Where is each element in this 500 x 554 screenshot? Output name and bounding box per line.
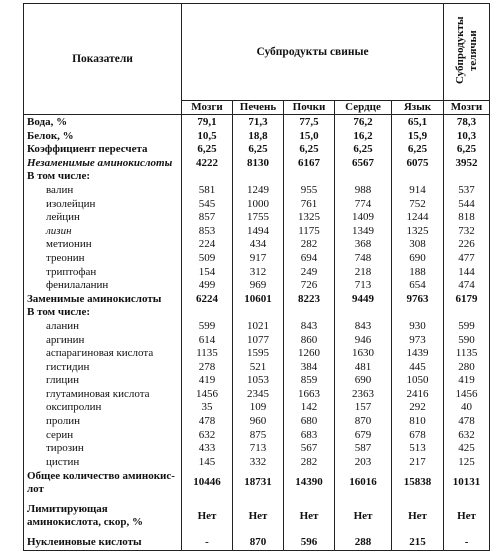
table-cell: 157 (335, 401, 392, 415)
table-cell: 843 (284, 320, 335, 334)
column-header: Мозги (182, 101, 233, 115)
row-label: Коэффициент пересчета (24, 143, 182, 157)
table-cell: 1053 (233, 374, 284, 388)
table-row (24, 415, 490, 429)
table-row (24, 198, 490, 212)
table-row (24, 130, 490, 144)
table-cell: 6179 (444, 293, 490, 307)
table-cell: 2363 (335, 388, 392, 402)
table-cell: 249 (284, 266, 335, 280)
table-row (24, 238, 490, 252)
table-cell (335, 170, 392, 184)
column-header: Почки (284, 101, 335, 115)
table-cell: 632 (444, 429, 490, 443)
table-cell: 278 (182, 361, 233, 375)
table-row (24, 442, 490, 456)
veal-offal-group-header: Субпродукты телячьи (444, 4, 490, 101)
table-cell: 713 (233, 442, 284, 456)
table-cell: 860 (284, 334, 335, 348)
table-cell: 312 (233, 266, 284, 280)
table-cell: 946 (335, 334, 392, 348)
table-cell: 332 (233, 456, 284, 470)
table-row (24, 115, 490, 130)
table-cell: 481 (335, 361, 392, 375)
column-header: Мозги (444, 101, 490, 115)
table-cell: Нет (284, 496, 335, 536)
table-cell: 16016 (335, 469, 392, 496)
table-row (24, 211, 490, 225)
table-cell: 6167 (284, 157, 335, 171)
table-row (24, 184, 490, 198)
table-cell: Нет (444, 496, 490, 536)
table-cell: 10,5 (182, 130, 233, 144)
table-cell: 654 (392, 279, 444, 293)
table-cell (233, 170, 284, 184)
table-cell: 1175 (284, 225, 335, 239)
table-cell: 1409 (335, 211, 392, 225)
table-cell: 870 (335, 415, 392, 429)
table-cell: 4222 (182, 157, 233, 171)
table-cell: 713 (335, 279, 392, 293)
table-cell: 292 (392, 401, 444, 415)
table-cell: 368 (335, 238, 392, 252)
table-cell: Нет (182, 496, 233, 536)
table-cell: 3952 (444, 157, 490, 171)
table-cell: 77,5 (284, 115, 335, 130)
table-cell: 10601 (233, 293, 284, 307)
table-cell: 8130 (233, 157, 284, 171)
row-label: серин (24, 429, 182, 443)
table-cell (392, 170, 444, 184)
table-cell: 6075 (392, 157, 444, 171)
row-label: лейцин (24, 211, 182, 225)
table-cell: 78,3 (444, 115, 490, 130)
table-cell: - (444, 536, 490, 550)
table-cell: 308 (392, 238, 444, 252)
table-row (24, 374, 490, 388)
table-cell (182, 170, 233, 184)
table-row (24, 401, 490, 415)
table-cell: 537 (444, 184, 490, 198)
table-cell: 544 (444, 198, 490, 212)
table-cell (284, 306, 335, 320)
table-cell: 857 (182, 211, 233, 225)
table-cell: 10446 (182, 469, 233, 496)
row-label: глутаминовая кислота (24, 388, 182, 402)
table-cell: 2416 (392, 388, 444, 402)
row-label: метионин (24, 238, 182, 252)
table-cell: 930 (392, 320, 444, 334)
table-cell: 154 (182, 266, 233, 280)
table-body (24, 115, 490, 551)
table-cell: 732 (444, 225, 490, 239)
table-cell: 1244 (392, 211, 444, 225)
table-cell (444, 306, 490, 320)
table-cell: 203 (335, 456, 392, 470)
table-cell: 988 (335, 184, 392, 198)
table-row (24, 429, 490, 443)
table-cell: 1249 (233, 184, 284, 198)
table-row (24, 496, 490, 536)
table-row (24, 334, 490, 348)
table-cell: 433 (182, 442, 233, 456)
row-label: В том числе: (24, 170, 182, 184)
table-cell: 125 (444, 456, 490, 470)
table-cell: 1325 (392, 225, 444, 239)
table-cell: 15,0 (284, 130, 335, 144)
table-cell: 142 (284, 401, 335, 415)
table-cell: 217 (392, 456, 444, 470)
table-cell: 478 (182, 415, 233, 429)
table-cell: 79,1 (182, 115, 233, 130)
table-cell: 875 (233, 429, 284, 443)
table-cell: 680 (284, 415, 335, 429)
table-cell: 545 (182, 198, 233, 212)
table-cell: 10,3 (444, 130, 490, 144)
table-cell: 690 (335, 374, 392, 388)
table-row (24, 388, 490, 402)
table-cell: 9763 (392, 293, 444, 307)
table-cell: 1021 (233, 320, 284, 334)
table-cell: 960 (233, 415, 284, 429)
table-cell: 145 (182, 456, 233, 470)
row-label: цистин (24, 456, 182, 470)
table-row (24, 320, 490, 334)
row-label: Незаменимые аминокислоты (24, 157, 182, 171)
table-cell: 109 (233, 401, 284, 415)
table-cell: 419 (444, 374, 490, 388)
table-cell: 6,25 (444, 143, 490, 157)
table-cell (233, 306, 284, 320)
table-cell: 853 (182, 225, 233, 239)
row-label: аланин (24, 320, 182, 334)
table-cell: 10131 (444, 469, 490, 496)
table-row (24, 157, 490, 171)
table-cell: 188 (392, 266, 444, 280)
table-cell: 6,25 (233, 143, 284, 157)
table-cell (182, 306, 233, 320)
column-header: Сердце (335, 101, 392, 115)
table-cell: 599 (182, 320, 233, 334)
table-cell: 499 (182, 279, 233, 293)
table-cell: 215 (392, 536, 444, 550)
table-row (24, 225, 490, 239)
table-cell (444, 170, 490, 184)
table-cell: 810 (392, 415, 444, 429)
row-label: аспарагиновая кислота (24, 347, 182, 361)
table-cell: Нет (233, 496, 284, 536)
row-label: аргинин (24, 334, 182, 348)
table-cell: 752 (392, 198, 444, 212)
table-cell: 973 (392, 334, 444, 348)
table-cell: 774 (335, 198, 392, 212)
row-label: Нуклеиновые кислоты (24, 536, 182, 550)
row-label: Лимитирующая аминокислота, скор, % (24, 496, 182, 536)
table-row (24, 252, 490, 266)
table-cell: 843 (335, 320, 392, 334)
row-label: Заменимые аминокислоты (24, 293, 182, 307)
table-row (24, 347, 490, 361)
table-cell: 6,25 (284, 143, 335, 157)
table-cell: 581 (182, 184, 233, 198)
table-cell: 1630 (335, 347, 392, 361)
table-row (24, 469, 490, 496)
table-cell: 1050 (392, 374, 444, 388)
table-cell (335, 306, 392, 320)
table-cell: 694 (284, 252, 335, 266)
table-cell: 218 (335, 266, 392, 280)
table-cell: 288 (335, 536, 392, 550)
table-cell: 1663 (284, 388, 335, 402)
table-cell: 224 (182, 238, 233, 252)
table-cell: 1456 (182, 388, 233, 402)
table-cell: 15838 (392, 469, 444, 496)
table-cell: 683 (284, 429, 335, 443)
table-cell: 859 (284, 374, 335, 388)
table-cell: 425 (444, 442, 490, 456)
table-row (24, 306, 490, 320)
table-cell: 14390 (284, 469, 335, 496)
table-cell: 9449 (335, 293, 392, 307)
table-cell: 590 (444, 334, 490, 348)
indicator-header: Показатели (24, 4, 182, 115)
table-cell: 614 (182, 334, 233, 348)
table-cell: 71,3 (233, 115, 284, 130)
amino-acid-table (23, 3, 490, 551)
table-cell: 434 (233, 238, 284, 252)
table-cell: 445 (392, 361, 444, 375)
table-cell: 690 (392, 252, 444, 266)
table-cell: 870 (233, 536, 284, 550)
table-cell: 15,9 (392, 130, 444, 144)
table-cell: Нет (335, 496, 392, 536)
table-cell: 16,2 (335, 130, 392, 144)
table-cell: 76,2 (335, 115, 392, 130)
row-label: фенилаланин (24, 279, 182, 293)
table-cell: 818 (444, 211, 490, 225)
table-cell: 2345 (233, 388, 284, 402)
row-label: Белок, % (24, 130, 182, 144)
row-label: тирозин (24, 442, 182, 456)
table-cell: 1456 (444, 388, 490, 402)
table-cell: 6567 (335, 157, 392, 171)
table-cell: 1595 (233, 347, 284, 361)
table-cell: 478 (444, 415, 490, 429)
table-cell: 509 (182, 252, 233, 266)
table-cell: 1000 (233, 198, 284, 212)
table-cell: 587 (335, 442, 392, 456)
table-cell: 282 (284, 238, 335, 252)
table-cell: 144 (444, 266, 490, 280)
table-cell: 761 (284, 198, 335, 212)
table-cell: - (182, 536, 233, 550)
table-row (24, 361, 490, 375)
row-label: оксипролин (24, 401, 182, 415)
table-cell: 917 (233, 252, 284, 266)
column-header: Язык (392, 101, 444, 115)
table-cell: 6,25 (335, 143, 392, 157)
row-label: пролин (24, 415, 182, 429)
table-cell: 678 (392, 429, 444, 443)
table-cell: 955 (284, 184, 335, 198)
table-cell: 6,25 (392, 143, 444, 157)
table-row (24, 456, 490, 470)
table-cell (392, 306, 444, 320)
table-cell: 65,1 (392, 115, 444, 130)
row-label: Вода, % (24, 115, 182, 130)
pork-offal-group-header: Субпродукты свиные (182, 4, 444, 101)
table-cell: 969 (233, 279, 284, 293)
row-label: В том числе: (24, 306, 182, 320)
row-label: триптофан (24, 266, 182, 280)
table-cell: 18731 (233, 469, 284, 496)
table-cell: 6224 (182, 293, 233, 307)
table-cell: 1260 (284, 347, 335, 361)
table-cell: 474 (444, 279, 490, 293)
table-cell: 477 (444, 252, 490, 266)
row-label: треонин (24, 252, 182, 266)
table-cell: 35 (182, 401, 233, 415)
table-cell: 748 (335, 252, 392, 266)
table-cell: Нет (392, 496, 444, 536)
table-cell: 596 (284, 536, 335, 550)
table-cell: 1135 (182, 347, 233, 361)
table-row (24, 536, 490, 550)
table-cell: 521 (233, 361, 284, 375)
table-cell (284, 170, 335, 184)
table-cell: 914 (392, 184, 444, 198)
table-cell: 1349 (335, 225, 392, 239)
table-row (24, 266, 490, 280)
row-label: валин (24, 184, 182, 198)
table-cell: 632 (182, 429, 233, 443)
table-row (24, 170, 490, 184)
table-cell: 1077 (233, 334, 284, 348)
row-label: изолейцин (24, 198, 182, 212)
table-cell: 1325 (284, 211, 335, 225)
column-header: Печень (233, 101, 284, 115)
table-cell: 384 (284, 361, 335, 375)
row-label: глицин (24, 374, 182, 388)
row-label: гистидин (24, 361, 182, 375)
table-row (24, 293, 490, 307)
table-cell: 282 (284, 456, 335, 470)
table-cell: 1755 (233, 211, 284, 225)
table-cell: 8223 (284, 293, 335, 307)
table-row (24, 279, 490, 293)
table-cell: 419 (182, 374, 233, 388)
table-cell: 726 (284, 279, 335, 293)
table-cell: 679 (335, 429, 392, 443)
table-row (24, 143, 490, 157)
table-cell: 18,8 (233, 130, 284, 144)
table-cell: 513 (392, 442, 444, 456)
table-cell: 567 (284, 442, 335, 456)
row-label: Общее количество аминокис-лот (24, 469, 182, 496)
table-cell: 1494 (233, 225, 284, 239)
table-cell: 1439 (392, 347, 444, 361)
table-cell: 226 (444, 238, 490, 252)
table-cell: 280 (444, 361, 490, 375)
table-cell: 599 (444, 320, 490, 334)
table-cell: 1135 (444, 347, 490, 361)
row-label: лизин (24, 225, 182, 239)
table-cell: 6,25 (182, 143, 233, 157)
table-cell: 40 (444, 401, 490, 415)
